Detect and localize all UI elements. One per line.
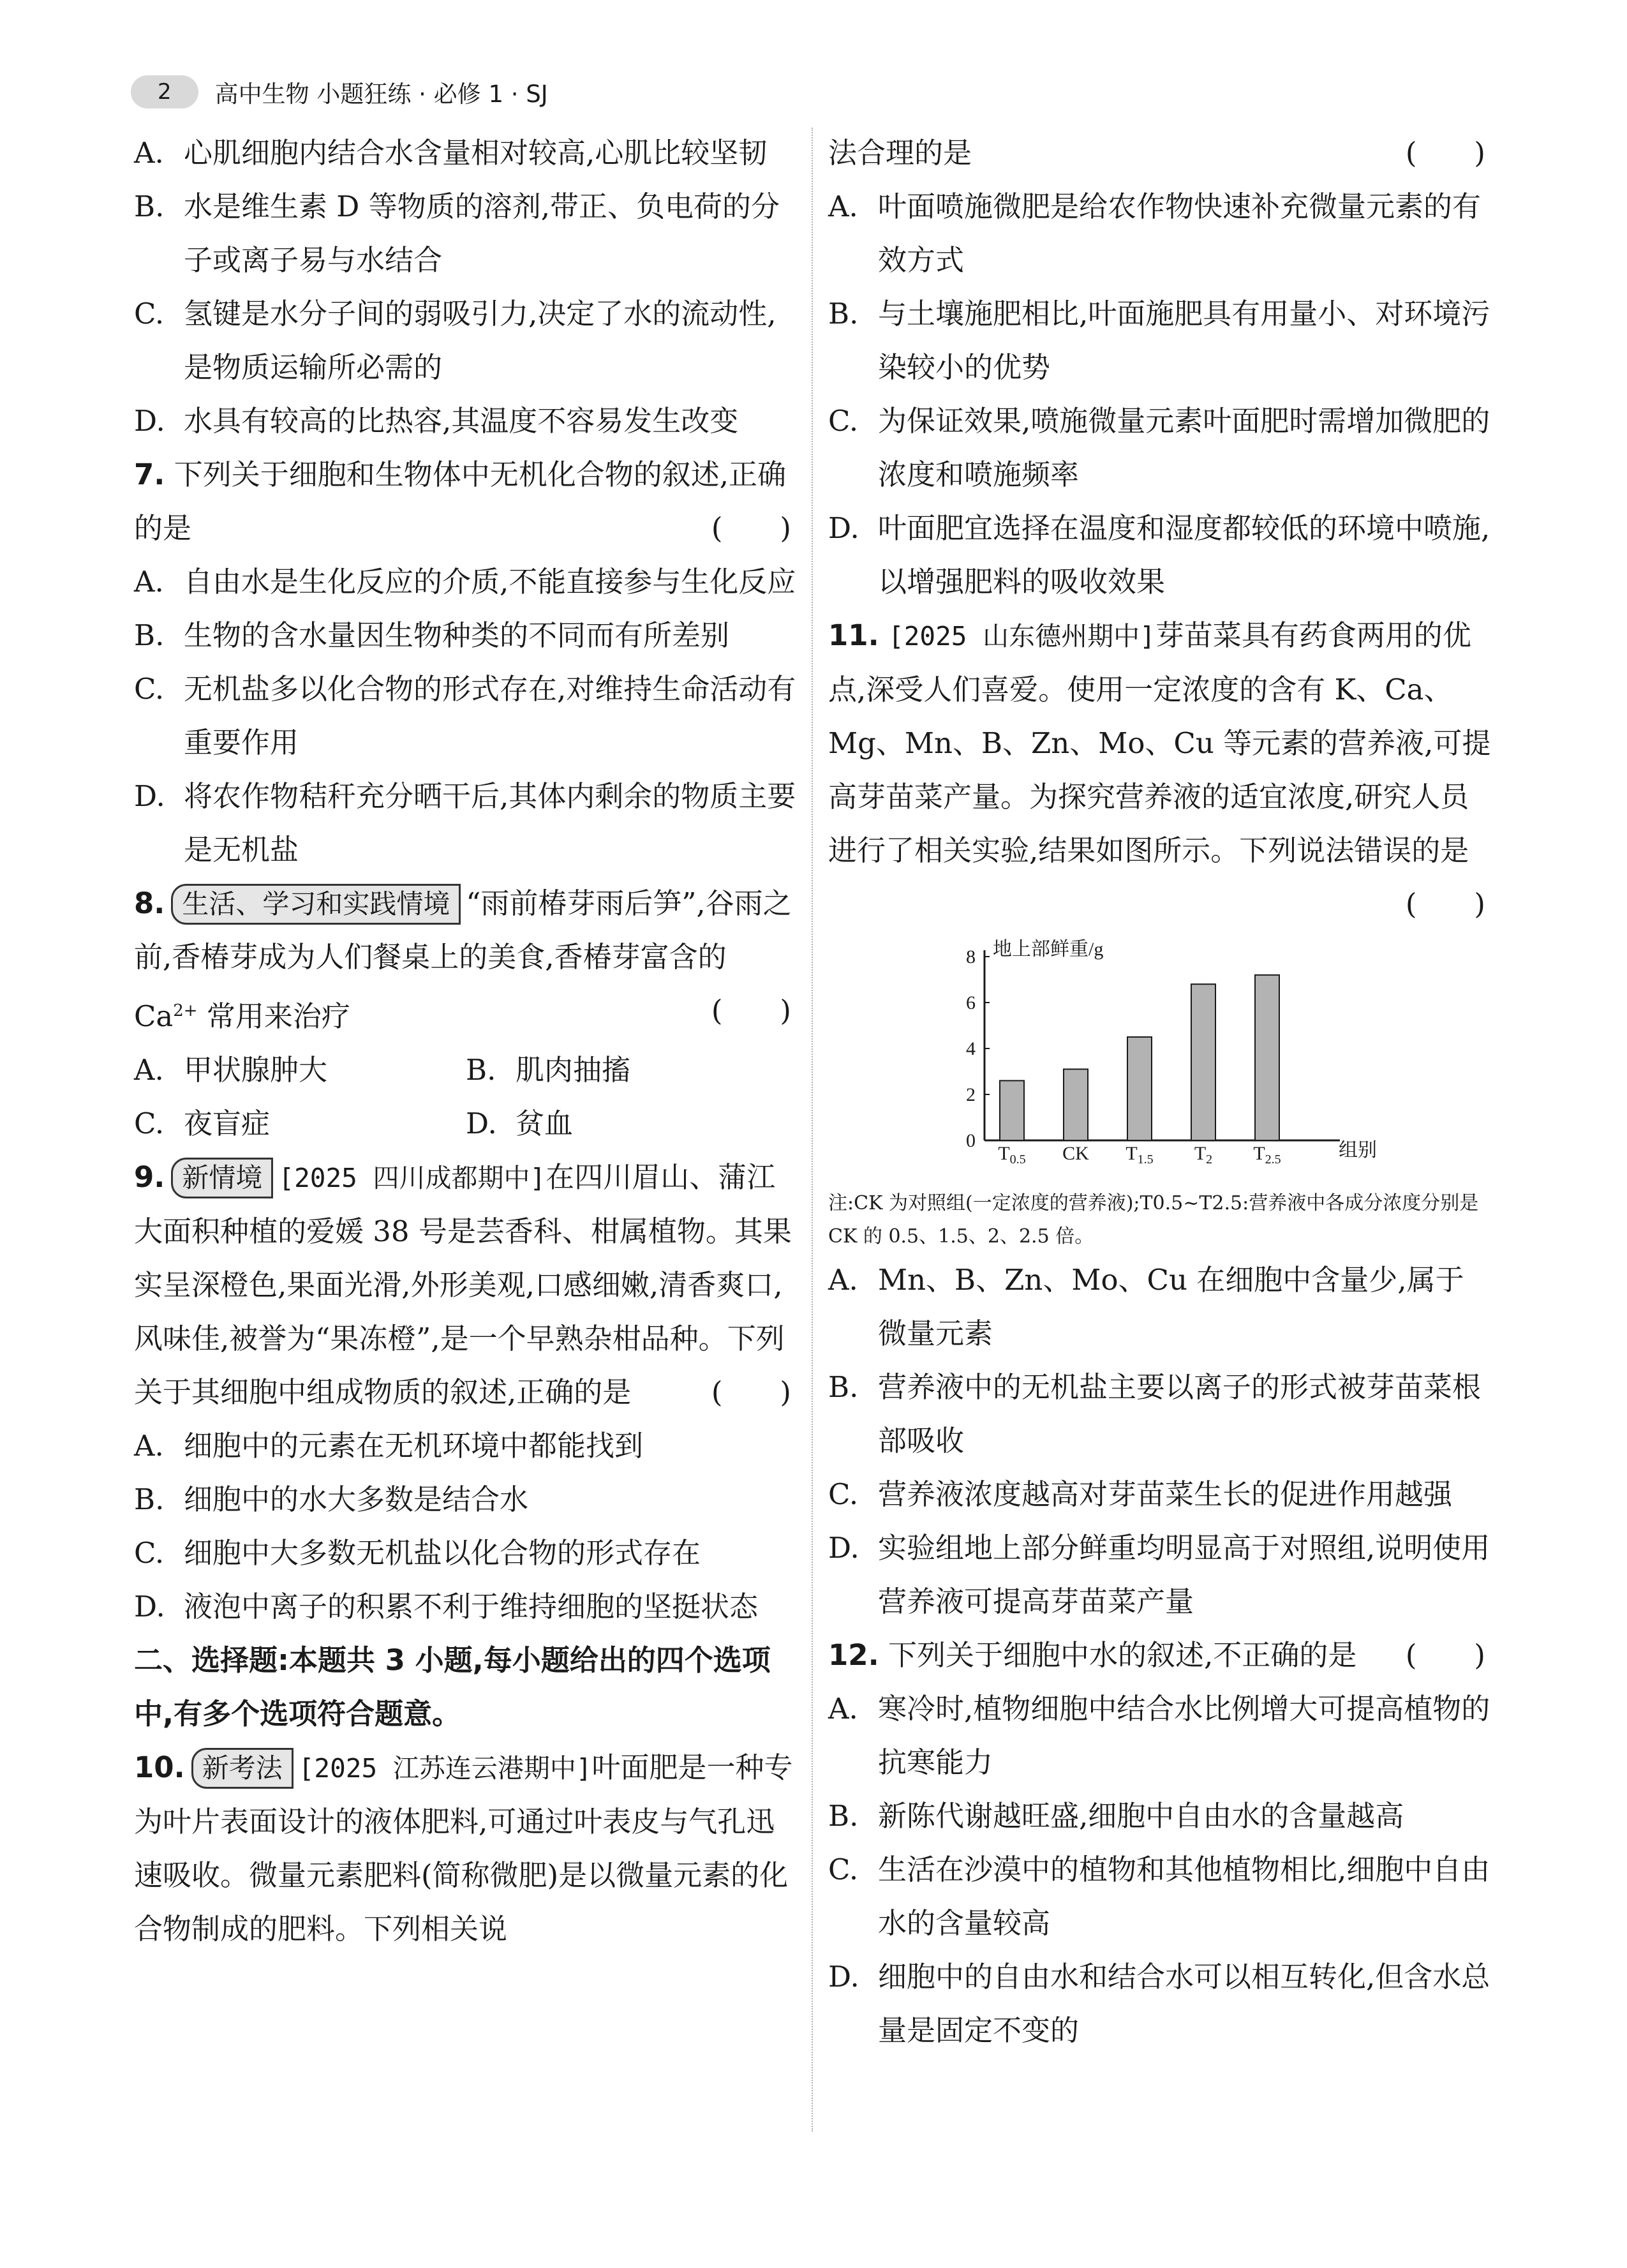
- question-stem: 7. 下列关于细胞和生物体中无机化合物的叙述,正确的是 ( ): [134, 448, 798, 555]
- q6-options: [134, 126, 798, 448]
- question-stem: 9. 新情境 [2025 四川成都期中]在四川眉山、蒲江大面积种植的爱媛 38 号是芸香科、柑属植物。其果实呈深橙色,果面光滑,外形美观,口感细嫩,清香爽口,风味佳,被誉为“果冻橙”,是一个早熟杂柑品种。下列关于其细胞中组成物质的叙述,正确的是 ( ): [134, 1151, 798, 1419]
- bar-chart-container: [828, 890, 1492, 1184]
- option: A. 甲状腺肿大: [134, 1053, 328, 1087]
- option: A. 细胞中的元素在无机环境中都能找到: [134, 1429, 644, 1463]
- question-stem-continued: 法合理的是 ( ): [828, 126, 1492, 180]
- answer-blank: ( ): [1405, 1638, 1485, 1672]
- option: B. 肌肉抽搐: [466, 1053, 631, 1087]
- option: C. 为保证效果,喷施微量元素叶面肥时需增加微肥的浓度和喷施频率: [828, 404, 1490, 491]
- question-stem: 10. 新考法 [2025 江苏连云港期中]叶面肥是一种专为叶片表面设计的液体肥料,可通过叶表皮与气孔迅速吸收。微量元素肥料(简称微肥)是以微量元素的化合物制成的肥料。下列相关说: [134, 1741, 798, 1956]
- page-header: [131, 69, 548, 115]
- x-tick-label: $T_{2.5}$: [1253, 1143, 1281, 1167]
- question-source: [2025 四川成都期中]: [278, 1163, 546, 1193]
- option: D. 贫血: [466, 1107, 574, 1140]
- option: A. 心肌细胞内结合水含量相对较高,心肌比较坚韧: [134, 136, 768, 170]
- bar: [1127, 1037, 1152, 1140]
- column-divider: [812, 128, 813, 2131]
- question-12: [828, 1629, 1492, 2057]
- option: D. 液泡中离子的积累不利于维持细胞的坚挺状态: [134, 1590, 759, 1623]
- option: D. 细胞中的自由水和结合水可以相互转化,但含水总量是固定不变的: [828, 1960, 1490, 2047]
- context-tag: 新考法: [191, 1748, 293, 1789]
- option: A. 叶面喷施微肥是给农作物快速补充微量元素的有效方式: [828, 190, 1482, 277]
- x-tick-label: $T_{1.5}$: [1126, 1143, 1154, 1167]
- y-tick-label: 8: [966, 946, 976, 967]
- question-10: [134, 1741, 798, 1956]
- option: D. 将农作物秸秆充分晒干后,其体内剩余的物质主要是无机盐: [134, 779, 796, 867]
- option: C. 细胞中大多数无机盐以化合物的形式存在: [134, 1536, 701, 1570]
- bar: [1191, 984, 1215, 1140]
- answer-blank: ( ): [711, 994, 791, 1027]
- option: B. 生物的含水量因生物种类的不同而有所差别: [134, 618, 730, 652]
- question-9: [134, 1151, 798, 1634]
- y-tick-label: 2: [966, 1084, 976, 1105]
- question-stem: 8. 生活、学习和实践情境 “雨前椿芽雨后笋”,谷雨之前,香椿芽成为人们餐桌上的美食,香椿芽富含的 $Ca^{2+}$ 常用来治疗 ( ): [134, 877, 798, 1043]
- option: C. 夜盲症: [134, 1107, 271, 1140]
- question-stem: 11. [2025 山东德州期中]芽苗菜具有药食两用的优点,深受人们喜爱。使用一定浓度的含有 K、Ca、Mg、Mn、B、Zn、Mo、Cu 等元素的营养液,可提高芽苗菜产量。为探究营养液的适宜浓度,研究人员进行了相关实验,结果如图所示。下列说法错误的是 ( ): [828, 609, 1492, 877]
- option: B. 细胞中的水大多数是结合水: [134, 1482, 529, 1516]
- option-row: [134, 1043, 798, 1097]
- answer-blank: ( ): [1405, 136, 1485, 170]
- bar: [1000, 1080, 1024, 1140]
- option: B. 水是维生素 D 等物质的溶剂,带正、负电荷的分子或离子易与水结合: [134, 190, 780, 277]
- y-tick-label: 0: [966, 1130, 976, 1151]
- option: A. Mn、B、Zn、Mo、Cu 在细胞中含量少,属于微量元素: [828, 1263, 1464, 1350]
- x-tick-label: $T_2$: [1194, 1143, 1213, 1167]
- bar: [1064, 1069, 1088, 1140]
- bar-chart: [828, 931, 1492, 1167]
- y-tick-label: 6: [966, 992, 976, 1013]
- question-8: [134, 877, 798, 1151]
- bar: [1255, 975, 1279, 1140]
- y-tick-label: 4: [966, 1038, 976, 1059]
- option: B. 与土壤施肥相比,叶面施肥具有用量小、对环境污染较小的优势: [828, 297, 1490, 384]
- question-stem: 12. 下列关于细胞中水的叙述,不正确的是 ( ): [828, 1629, 1492, 1682]
- option: D. 实验组地上部分鲜重均明显高于对照组,说明使用营养液可提高芽苗菜产量: [828, 1531, 1490, 1618]
- answer-blank: ( ): [711, 511, 791, 545]
- question-7: [134, 448, 798, 877]
- answer-blank: ( ): [711, 1375, 791, 1409]
- option: C. 生活在沙漠中的植物和其他植物相比,细胞中自由水的含量较高: [828, 1853, 1490, 1940]
- option: B. 营养液中的无机盐主要以离子的形式被芽苗菜根部吸收: [828, 1370, 1482, 1458]
- section-heading: 二、选择题:本题共 3 小题,每小题给出的四个选项中,有多个选项符合题意。: [134, 1643, 771, 1731]
- context-tag: 新情境: [171, 1158, 273, 1198]
- answer-blank: ( ): [1405, 887, 1485, 921]
- context-tag: 生活、学习和实践情境: [171, 884, 461, 925]
- question-source: [2025 山东德州期中]: [888, 621, 1155, 652]
- option-row: [134, 1097, 798, 1151]
- question-11: [828, 609, 1492, 1629]
- option: C. 氢键是水分子间的弱吸引力,决定了水的流动性,是物质运输所必需的: [134, 297, 776, 384]
- option: D. 水具有较高的比热容,其温度不容易发生改变: [134, 404, 739, 438]
- option: A. 自由水是生化反应的介质,不能直接参与生化反应: [134, 565, 796, 599]
- option: C. 营养液浓度越高对芽苗菜生长的促进作用越强: [828, 1477, 1453, 1511]
- chart-note: 注:CK 为对照组(一定浓度的营养液);T0.5~T2.5:营养液中各成分浓度分别是 CK 的 0.5、1.5、2、2.5 倍。: [828, 1192, 1479, 1248]
- left-column: [134, 126, 798, 1956]
- x-tick-label: CK: [1062, 1143, 1089, 1164]
- question-source: [2025 江苏连云港期中]: [298, 1753, 592, 1784]
- option: B. 新陈代谢越旺盛,细胞中自由水的含量越高: [828, 1799, 1404, 1833]
- y-axis-label: 地上部鲜重/g: [993, 939, 1104, 960]
- option: A. 寒冷时,植物细胞中结合水比例增大可提高植物的抗寒能力: [828, 1692, 1490, 1779]
- page-number: 2: [131, 75, 198, 108]
- x-tick-label: $T_{0.5}$: [998, 1143, 1026, 1167]
- right-column: [828, 126, 1492, 2057]
- book-title: 高中生物 小题狂练 · 必修 1 · SJ: [214, 80, 548, 108]
- x-axis-label: 组别: [1339, 1140, 1377, 1161]
- option: C. 无机盐多以化合物的形式存在,对维持生命活动有重要作用: [134, 672, 796, 759]
- option: D. 叶面肥宜选择在温度和湿度都较低的环境中喷施,以增强肥料的吸收效果: [828, 511, 1490, 599]
